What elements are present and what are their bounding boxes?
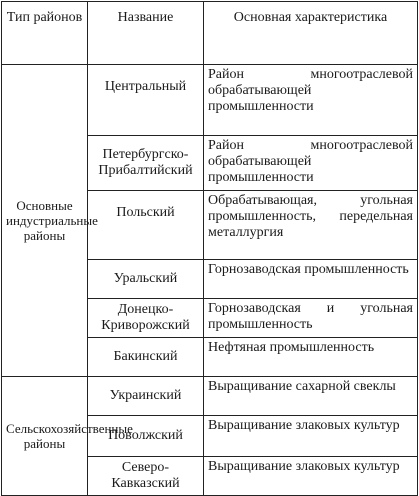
region-description: Выращивание злаковых культур bbox=[204, 416, 418, 457]
region-description: Горнозаводская и угольная промышленность bbox=[204, 299, 418, 338]
region-name: Уральский bbox=[88, 260, 204, 299]
header-row bbox=[2, 2, 418, 65]
header-description: Основная характеристика bbox=[204, 2, 418, 65]
region-name: Петербургско-Прибалтийский bbox=[88, 136, 204, 191]
table-row bbox=[2, 65, 418, 136]
header-type: Тип районов bbox=[2, 2, 88, 65]
region-description: Обрабатывающая, угольная промышленность, передельная металлургия bbox=[204, 191, 418, 260]
table-body bbox=[2, 65, 418, 496]
region-name: Поволжский bbox=[88, 416, 204, 457]
region-description: Горнозаводская промышленность bbox=[204, 260, 418, 299]
region-name: Донецко-Криворожский bbox=[88, 299, 204, 338]
region-description: Выращивание сахарной свеклы bbox=[204, 377, 418, 416]
region-name: Северо-Кавказский bbox=[88, 457, 204, 496]
header-name: Название bbox=[88, 2, 204, 65]
region-name: Украинский bbox=[88, 377, 204, 416]
region-description: Район многоотраслевой обрабатывающей промышленности bbox=[204, 136, 418, 191]
table-header bbox=[2, 2, 418, 65]
region-name: Бакинский bbox=[88, 338, 204, 377]
type-cell-agricultural: Сельскохозяйственные районы bbox=[2, 377, 88, 496]
type-cell-industrial: Основные индустриальные районы bbox=[2, 65, 88, 377]
region-name: Центральный bbox=[88, 65, 204, 136]
table-row bbox=[2, 377, 418, 416]
region-description: Нефтяная промышленность bbox=[204, 338, 418, 377]
region-name: Польский bbox=[88, 191, 204, 260]
regions-table bbox=[1, 1, 418, 496]
region-description: Район многоотраслевой обрабатывающей промышленности bbox=[204, 65, 418, 136]
region-description: Выращивание злаковых культур bbox=[204, 457, 418, 496]
